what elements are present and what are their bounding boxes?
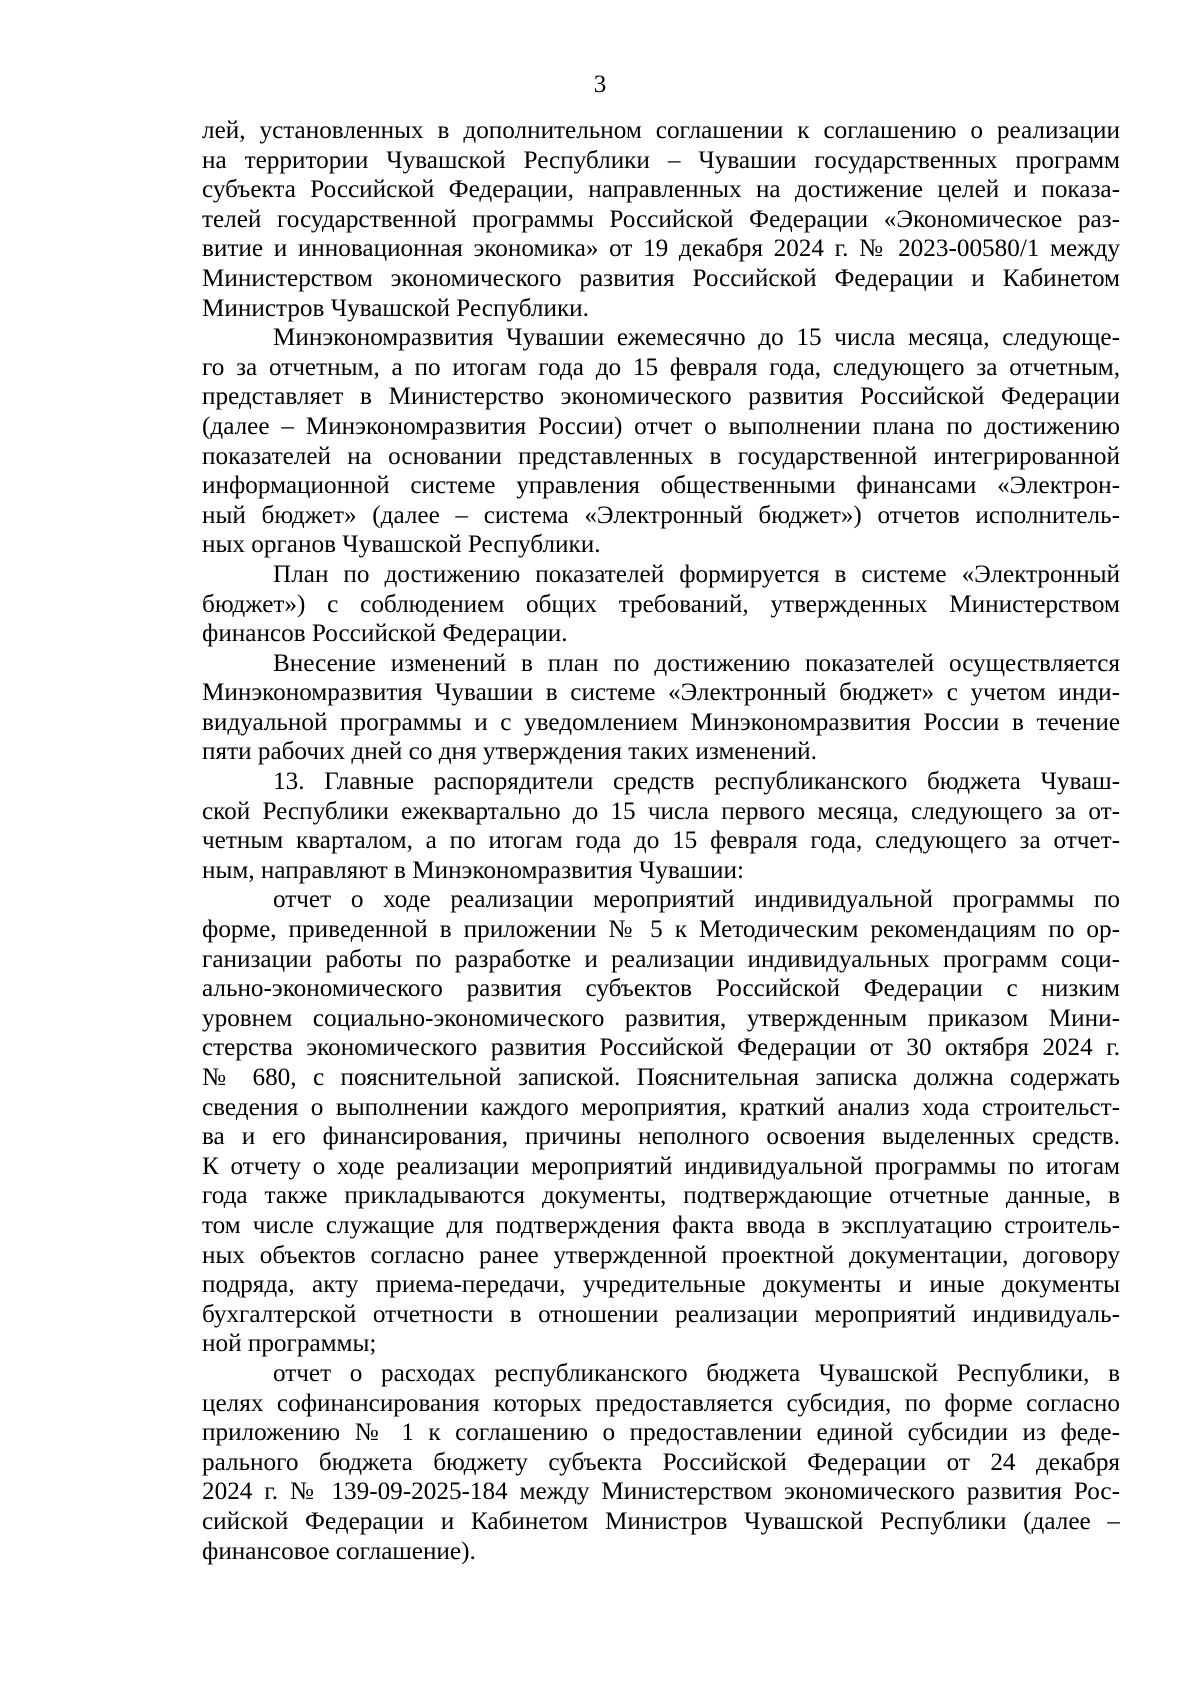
text-line: пяти рабочих дней со дня утверждения таких изменений. [202,738,817,766]
text-line: стерства экономического развития Российской Федерации от 30 октября 2024 г. [202,1034,1120,1062]
text-line: Минэкономразвития Чувашии ежемесячно до 15 числа месяца, следующе- [273,324,1120,352]
text-line: представляет в Министерство экономического развития Российской Федерации [202,383,1120,411]
text-line: целях софинансирования которых предоставляется субсидия, по форме согласно [202,1389,1120,1417]
text-line: ным, направляют в Минэкономразвития Чувашии: [202,856,744,884]
text-line: приложению № 1 к соглашению о предоставлении единой субсидии из феде- [202,1419,1120,1447]
text-line: № 680, с пояснительной запиской. Пояснительная записка должна содержать [202,1064,1120,1091]
text-line: отчет о расходах республиканского бюджета Чувашской Республики, в [273,1359,1120,1387]
text-line: лей, установленных в дополнительном соглашении к соглашению о реализации [202,117,1120,144]
text-line: форме, приведенной в приложении № 5 к Методическим рекомендациям по ор- [202,916,1120,944]
text-line: Внесение изменений в план по достижению показателей осуществляется [273,649,1120,677]
text-line: Министров Чувашской Республики. [202,294,589,322]
text-line: ных объектов согласно ранее утвержденной проектной документации, договору [202,1241,1120,1269]
text-line: ных органов Чувашской Республики. [202,531,601,559]
text-line: бухгалтерской отчетности в отношении реализации мероприятий индивидуаль- [202,1300,1120,1328]
text-line: го за отчетным, а по итогам года до 15 февраля года, следующего за отчетным, [202,353,1120,381]
text-line: Минэкономразвития Чувашии в системе «Электронный бюджет» с учетом инди- [202,679,1120,707]
text-line: К отчету о ходе реализации мероприятий индивидуальной программы по итогам [202,1152,1120,1180]
text-line: года также прикладываются документы, подтверждающие отчетные данные, в [202,1182,1120,1210]
text-line: четным кварталом, а по итогам года до 15 февраля года, следующего за отчет- [202,827,1120,855]
text-line: ва и его финансирования, причины неполного освоения выделенных средств. [202,1123,1120,1151]
text-line: ской Республики ежеквартально до 15 числа первого месяца, следующего за от- [202,797,1120,825]
text-line: финансов Российской Федерации. [202,620,568,648]
text-line: подряда, акту приема-передачи, учредительные документы и иные документы [202,1271,1120,1299]
text-line: информационной системе управления общественными финансами «Электрон- [202,472,1120,500]
text-line: ально-экономического развития субъектов Российской Федерации с низким [202,975,1120,1003]
text-line: показателей на основании представленных в государственной интегрированной [202,442,1120,470]
text-line: ной программы; [202,1330,377,1358]
text-line: рального бюджета бюджету субъекта Российской Федерации от 24 декабря [202,1448,1120,1476]
text-line: сийской Федерации и Кабинетом Министров Чувашской Республики (далее – [202,1507,1120,1535]
text-line: Министерством экономического развития Российской Федерации и Кабинетом [202,264,1120,292]
text-line: витие и инновационная экономика» от 19 декабря 2024 г. № 2023-00580/1 между [202,235,1120,263]
text-line: отчет о ходе реализации мероприятий индивидуальной программы по [273,886,1120,914]
text-line: том числе служащие для подтверждения факта ввода в эксплуатацию строитель- [202,1211,1120,1239]
text-line: субъекта Российской Федерации, направленных на достижение целей и показа- [202,176,1120,204]
text-line: сведения о выполнении каждого мероприятия, краткий анализ хода строительст- [202,1093,1120,1121]
text-line: 13. Главные распорядители средств республиканского бюджета Чуваш- [273,768,1120,796]
text-line: финансовое соглашение). [202,1537,476,1565]
text-line: бюджет») с соблюдением общих требований, утвержденных Министерством [202,590,1120,618]
document-body [202,116,1120,1566]
text-line: телей государственной программы Российской Федерации «Экономическое раз- [202,205,1120,233]
text-line: на территории Чувашской Республики – Чувашии государственных программ [202,146,1120,174]
text-line: (далее – Минэкономразвития России) отчет о выполнении плана по достижению [202,412,1120,440]
text-line: План по достижению показателей формируется в системе «Электронный [273,560,1120,588]
page-number: 3 [593,71,607,98]
text-line: видуальной программы и с уведомлением Минэкономразвития России в течение [202,708,1120,736]
text-line: 2024 г. № 139-09-2025-184 между Министерством экономического развития Рос- [202,1478,1120,1506]
text-line: ганизации работы по разработке и реализации индивидуальных программ соци- [202,945,1120,973]
text-line: уровнем социально-экономического развития, утвержденным приказом Мини- [202,1004,1120,1032]
text-line: ный бюджет» (далее – система «Электронный бюджет») отчетов исполнитель- [202,501,1120,529]
